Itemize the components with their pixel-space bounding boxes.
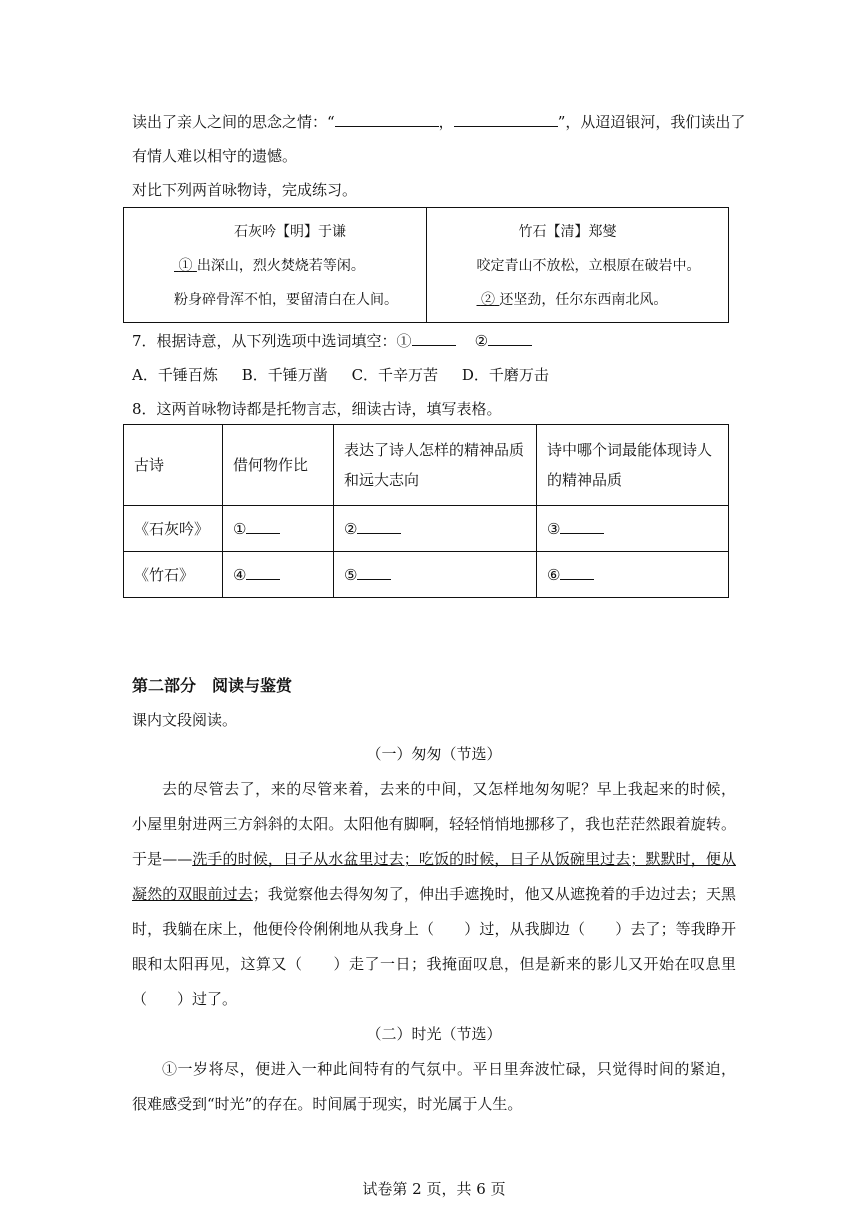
intro-text-c: ”，从迢迢银河，我们读出了 (557, 113, 746, 131)
passage1-line: 凝然的双眼前过去；我觉察他去得匆匆了，伸出手遮挽时，他又从遮挽着的手边过去；天黑 (132, 885, 736, 903)
q8-cell-blank[interactable]: ⑥ (537, 552, 729, 598)
poem-left (124, 208, 426, 322)
q8-cell-blank[interactable]: ⑤ (334, 552, 537, 598)
q8-cell-poem: 《竹石》 (124, 552, 223, 598)
q8-cell-blank[interactable]: ③ (537, 506, 729, 552)
poem-right (427, 208, 729, 322)
q8-header-poem: 古诗 (124, 425, 223, 506)
q8-header-spirit: 表达了诗人怎样的精神品质和远大志向 (334, 425, 537, 506)
q8-stem: 8．这两首咏物诗都是托物言志，细读古诗，填写表格。 (132, 400, 502, 418)
q8-row (124, 506, 729, 552)
intro-text-a: 读出了亲人之间的思念之情：“ (132, 113, 335, 131)
passage2-line: 很难感受到“时光”的存在。时间属于现实，时光属于人生。 (132, 1095, 523, 1113)
page-footer: 试卷第 2 页，共 6 页 (362, 1180, 506, 1198)
poem-blank-1[interactable]: ① (178, 258, 193, 274)
passage1-line: 眼和太阳再见，这算又（ ）走了一日；我掩面叹息，但是新来的影儿又开始在叹息里 (132, 955, 736, 973)
passage1-line: （ ）过了。 (132, 990, 238, 1008)
poem-right-line1: 咬定青山不放松，立根原在破岩中。 (476, 258, 701, 274)
passage2-line: ①一岁将尽，便进入一种此间特有的气氛中。平日里奔波忙碌，只觉得时间的紧迫， (162, 1060, 736, 1078)
answer-blank-1[interactable] (335, 112, 439, 127)
poem-blank-2[interactable]: ② (480, 292, 495, 308)
passage1-line: 于是——洗手的时候，日子从水盆里过去；吃饭的时候，日子从饭碗里过去；默默时，便从 (132, 850, 736, 868)
poem-table (123, 207, 729, 323)
q8-header-object: 借何物作比 (223, 425, 334, 506)
section-subtitle: 课内文段阅读。 (132, 711, 238, 729)
poem-left-line2: 粉身碎骨浑不怕，要留清白在人间。 (174, 292, 398, 308)
q7-option-b[interactable]: B．千锤万凿 (241, 366, 328, 384)
poem-left-line1: ① 出深山，烈火焚烧若等闲。 (174, 256, 365, 276)
q8-cell-blank[interactable]: ② (334, 506, 537, 552)
q7-options (132, 365, 549, 385)
q8-cell-poem: 《石灰吟》 (124, 506, 223, 552)
q7-stem: 7．根据诗意，从下列选项中选词填空：① ② (132, 331, 532, 351)
q7-blank-2[interactable] (488, 331, 532, 346)
poem-left-title: 石灰吟【明】于谦 (234, 224, 346, 240)
q7-option-d[interactable]: D．千磨万击 (461, 366, 549, 384)
q8-header-word: 诗中哪个词最能体现诗人的精神品质 (537, 425, 729, 506)
section-title: 第二部分 阅读与鉴赏 (132, 676, 293, 695)
q8-row (124, 552, 729, 598)
passage2-title: （二）时光（节选） (366, 1025, 502, 1043)
passage1-line: 去的尽管去了，来的尽管来着，去来的中间，又怎样地匆匆呢？早上我起来的时候， (162, 780, 736, 798)
q7-blank-1[interactable] (412, 331, 456, 346)
underlined-sentence: 凝然的双眼前过去 (132, 885, 253, 903)
intro-text-b: ， (438, 113, 454, 131)
passage1-line: 小屋里射进两三方斜斜的太阳。太阳他有脚啊，轻轻悄悄地挪移了，我也茫茫然跟着旋转。 (132, 815, 736, 833)
intro-line-3: 对比下列两首咏物诗，完成练习。 (132, 181, 358, 199)
q8-cell-blank[interactable]: ① (223, 506, 334, 552)
passage1-title: （一）匆匆（节选） (366, 745, 502, 763)
q7-option-a[interactable]: A．千锤百炼 (132, 366, 218, 384)
q8-table (123, 424, 729, 598)
intro-line-2: 有情人难以相守的遗憾。 (132, 147, 298, 165)
answer-blank-2[interactable] (454, 112, 558, 127)
poem-right-title: 竹石【清】郑燮 (518, 224, 617, 240)
q8-cell-blank[interactable]: ④ (223, 552, 334, 598)
passage1-line: 时，我躺在床上，他便伶伶俐俐地从我身上（ ）过，从我脚边（ ）去了；等我睁开 (132, 920, 736, 938)
intro-line-1 (132, 112, 745, 132)
q7-option-c[interactable]: C．千辛万苦 (351, 366, 439, 384)
poem-right-line2: ② 还坚劲，任尔东西南北风。 (477, 290, 668, 310)
underlined-sentence: 洗手的时候，日子从水盆里过去；吃饭的时候，日子从饭碗里过去；默默时，便从 (192, 850, 736, 868)
